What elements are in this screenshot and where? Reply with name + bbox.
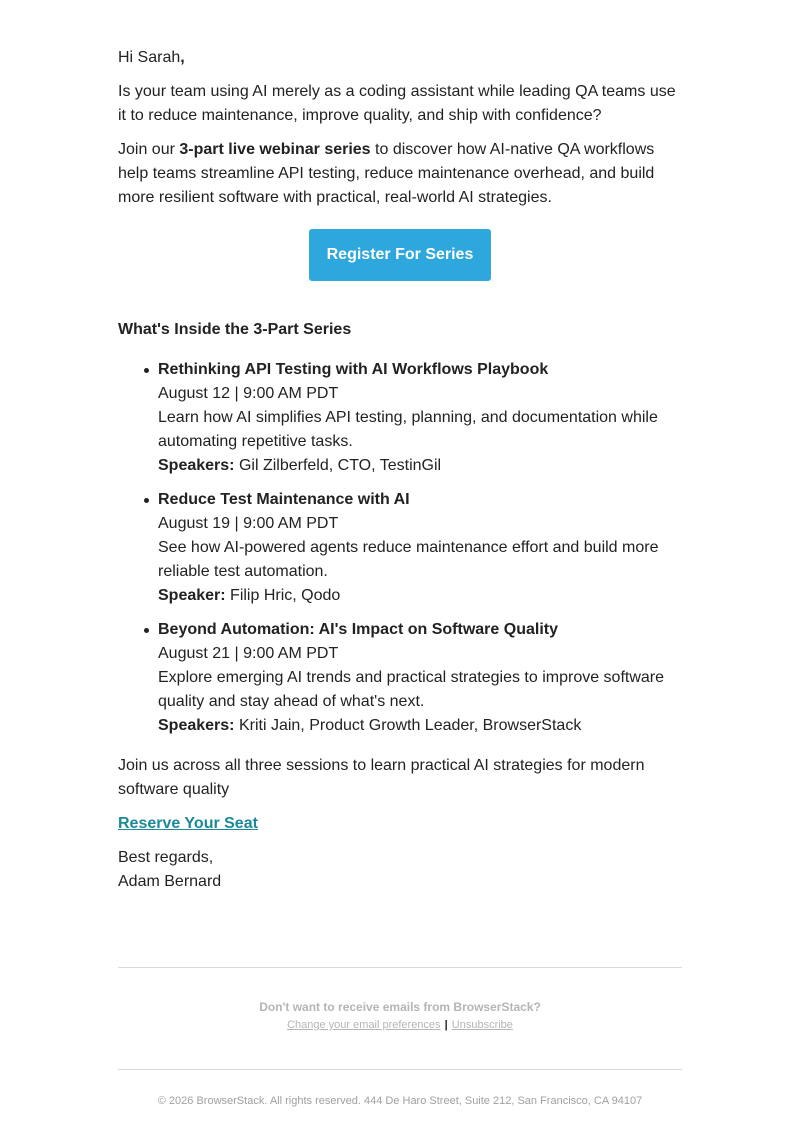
list-item <box>118 618 682 738</box>
register-for-series-button[interactable]: Register For Series <box>309 229 491 281</box>
email-preferences-link[interactable]: Change your email preferences <box>287 1019 441 1031</box>
unsubscribe-link[interactable]: Unsubscribe <box>451 1019 513 1031</box>
invite-text-before: Join our <box>118 141 180 158</box>
footer-links <box>118 1017 682 1033</box>
session-title: Reduce Test Maintenance with AI <box>158 491 410 508</box>
unsubscribe-question: Don't want to receive emails from BrowserStack? <box>259 1000 541 1014</box>
session-speaker <box>158 714 682 738</box>
greeting-comma: , <box>180 49 185 66</box>
speaker-label: Speaker: <box>158 587 226 604</box>
session-speaker <box>158 584 682 608</box>
session-description: Explore emerging AI trends and practical strategies to improve software quality and stay ahead of what's next. <box>158 669 665 710</box>
speaker-label: Speakers: <box>158 457 235 474</box>
greeting <box>118 46 185 70</box>
list-item <box>118 488 682 608</box>
signoff-name: Adam Bernard <box>118 873 222 890</box>
session-speaker <box>158 454 682 478</box>
invite-text-bold: 3-part live webinar series <box>179 141 371 158</box>
signoff-regards: Best regards, <box>118 849 214 866</box>
footer-divider-top <box>118 967 682 968</box>
session-date: August 12 | 9:00 AM PDT <box>158 385 339 402</box>
speaker-name: Gil Zilberfeld, CTO, TestinGil <box>234 457 442 474</box>
intro-paragraph: Is your team using AI merely as a coding assistant while leading QA teams use it to reduce maintenance, improve quality, and ship with confidence? <box>118 83 676 124</box>
session-description: See how AI-powered agents reduce maintenance effort and build more reliable test automation. <box>158 539 659 580</box>
copyright-text: © 2026 BrowserStack. All rights reserved. 444 De Haro Street, Suite 212, San Francisco, CA 94107 <box>157 1095 643 1107</box>
footer-divider-bottom <box>118 1069 682 1070</box>
greeting-text: Hi Sarah <box>118 49 181 66</box>
reserve-your-seat-link[interactable]: Reserve Your Seat <box>118 815 258 832</box>
footer-link-separator: | <box>444 1019 448 1031</box>
session-title: Beyond Automation: AI's Impact on Software Quality <box>158 621 558 638</box>
speaker-label: Speakers: <box>158 717 235 734</box>
session-date: August 21 | 9:00 AM PDT <box>158 645 339 662</box>
section-title: What's Inside the 3-Part Series <box>118 321 352 338</box>
list-item <box>118 358 682 478</box>
invite-text-after: to discover how AI-native QA workflows help teams streamline API testing, reduce maintenance overhead, and build more resilient software with practical, real-world AI strategies. <box>118 141 655 206</box>
session-list <box>118 358 682 748</box>
session-description: Learn how AI simplifies API testing, planning, and documentation while automating repetitive tasks. <box>158 409 658 450</box>
session-date: August 19 | 9:00 AM PDT <box>158 515 339 532</box>
closing-paragraph: Join us across all three sessions to learn practical AI strategies for modern software quality <box>118 757 645 798</box>
signoff <box>118 846 221 894</box>
speaker-name: Filip Hric, Qodo <box>225 587 341 604</box>
invite-paragraph <box>118 138 682 210</box>
session-title: Rethinking API Testing with AI Workflows Playbook <box>158 361 549 378</box>
speaker-name: Kriti Jain, Product Growth Leader, BrowserStack <box>234 717 582 734</box>
